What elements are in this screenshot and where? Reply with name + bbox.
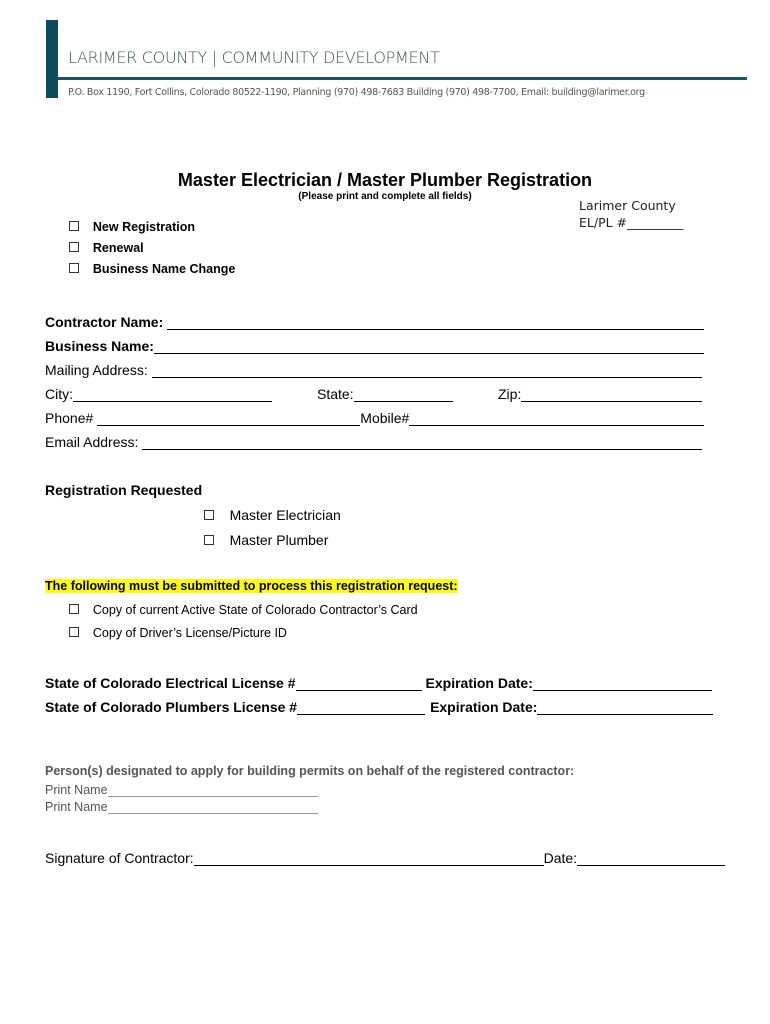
checkbox-icon[interactable] (69, 627, 79, 637)
contractor-name-label: Contractor Name: (45, 314, 164, 330)
state-field[interactable] (354, 387, 453, 402)
signature-field[interactable] (194, 851, 544, 866)
requirements-heading: The following must be submitted to process this registration request: (45, 579, 458, 593)
business-name-field[interactable] (154, 339, 704, 354)
checkbox-icon[interactable] (69, 604, 79, 614)
checkbox-icon[interactable] (204, 535, 214, 545)
organization-name: LARIMER COUNTY | COMMUNITY DEVELOPMENT (68, 48, 440, 67)
header-accent-bar (46, 20, 58, 98)
business-name-label: Business Name: (45, 338, 154, 354)
print-name-label: Print Name (45, 783, 108, 797)
option-master-electrician[interactable]: Master Electrician (204, 507, 341, 523)
checkbox-icon[interactable] (69, 221, 79, 231)
email-label: Email Address: (45, 434, 139, 450)
electrical-expiration-label: Expiration Date: (425, 675, 533, 691)
form-title: Master Electrician / Master Plumber Registration (177, 170, 593, 190)
option-new-registration[interactable]: New Registration (69, 220, 195, 234)
checkbox-icon[interactable] (204, 510, 214, 520)
print-name-field-2[interactable] (108, 801, 318, 814)
mobile-label: Mobile# (360, 410, 410, 426)
city-field[interactable] (73, 387, 272, 402)
form-subtitle: (Please print and complete all fields) (298, 191, 472, 202)
signature-label: Signature of Contractor: (45, 850, 194, 866)
zip-label: Zip: (498, 386, 522, 402)
electrical-expiration-field[interactable] (533, 676, 712, 691)
electrical-license-field[interactable] (296, 676, 422, 691)
date-field[interactable] (577, 851, 725, 866)
contractor-name-field[interactable] (167, 315, 704, 330)
requirement-drivers-license[interactable]: Copy of Driver’s License/Picture ID (69, 626, 287, 640)
mailing-address-field[interactable] (152, 363, 702, 378)
option-master-plumber[interactable]: Master Plumber (204, 532, 328, 548)
organization-address: P.O. Box 1190, Fort Collins, Colorado 80522-1190, Planning (970) 498-7683 Building (970) 498-7700, Email: building@larimer.org (68, 87, 645, 98)
plumbers-license-field[interactable] (297, 700, 425, 715)
print-name-field-1[interactable] (108, 784, 318, 797)
phone-label: Phone# (45, 410, 94, 426)
city-label: City: (45, 386, 73, 402)
phone-field[interactable] (97, 411, 360, 426)
checkbox-icon[interactable] (69, 242, 79, 252)
elpl-number[interactable]: EL/PL #_________ (579, 215, 684, 230)
plumbers-expiration-field[interactable] (537, 700, 713, 715)
designated-heading: Person(s) designated to apply for building permits on behalf of the registered contractor: (45, 764, 575, 778)
county-label: Larimer County (579, 198, 676, 213)
requirement-contractor-card[interactable]: Copy of current Active State of Colorado Contractor’s Card (69, 603, 418, 617)
plumbers-license-label: State of Colorado Plumbers License # (45, 699, 298, 715)
print-name-label: Print Name (45, 800, 108, 814)
registration-requested-heading: Registration Requested (45, 482, 203, 498)
plumbers-expiration-label: Expiration Date: (430, 699, 538, 715)
option-business-name-change[interactable]: Business Name Change (69, 262, 235, 276)
checkbox-icon[interactable] (69, 263, 79, 273)
header-divider (58, 77, 747, 80)
email-field[interactable] (142, 435, 702, 450)
zip-field[interactable] (521, 387, 702, 402)
mobile-field[interactable] (409, 411, 704, 426)
electrical-license-label: State of Colorado Electrical License # (45, 675, 296, 691)
state-label: State: (317, 386, 354, 402)
option-renewal[interactable]: Renewal (69, 241, 144, 255)
mailing-address-label: Mailing Address: (45, 362, 148, 378)
date-label: Date: (543, 850, 578, 866)
